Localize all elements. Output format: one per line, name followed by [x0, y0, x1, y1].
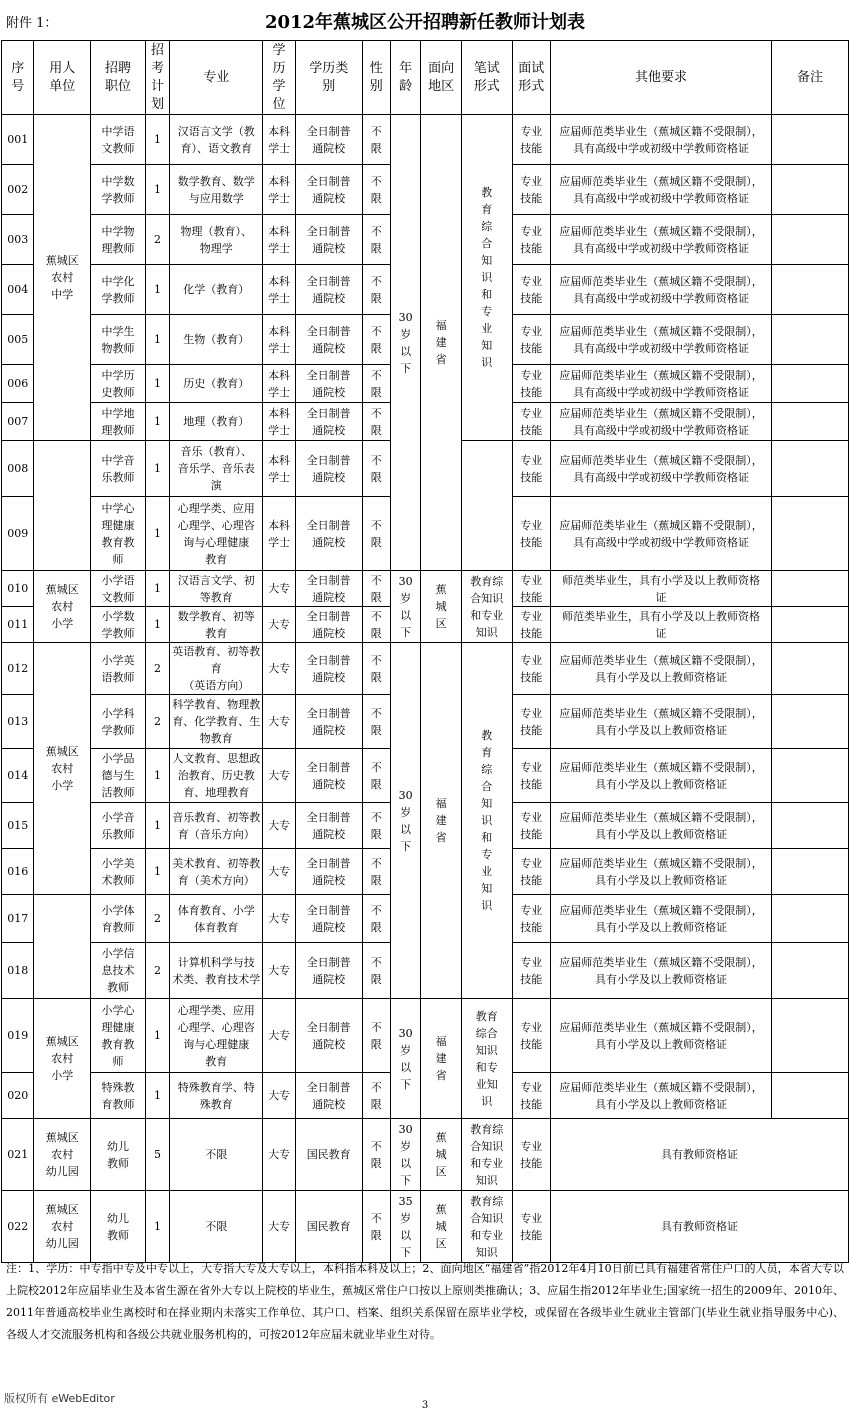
- education-type-cell: 全日制普 通院校: [295, 1073, 362, 1119]
- gender-cell: 不 限: [362, 497, 390, 571]
- gender-cell: 不 限: [362, 943, 390, 999]
- seq-cell: 011: [2, 607, 34, 643]
- major-cell: 汉语言文学、初 等教育: [170, 571, 263, 607]
- education-cell: 大专: [263, 895, 295, 943]
- interview-cell: 专业 技能: [512, 849, 551, 895]
- other-req-cell: 师范类毕业生，具有小学及以上教师资格 证: [551, 571, 772, 607]
- seq-cell: 002: [2, 165, 34, 215]
- major-cell: 心理学类、应用 心理学、心理咨 询与心理健康 教育: [170, 999, 263, 1073]
- unit-cell: 蕉城区 农村 幼儿园: [34, 1119, 91, 1191]
- major-cell: 地理（教育）: [170, 403, 263, 441]
- seq-cell: 019: [2, 999, 34, 1073]
- page-title: 2012年蕉城区公开招聘新任教师计划表: [264, 12, 586, 33]
- position-cell: 小学音 乐教师: [91, 803, 146, 849]
- other-req-cell: 应届师范类毕业生（蕉城区籍不受限制）， 具有小学及以上教师资格证: [551, 803, 772, 849]
- remark-cell: [771, 497, 848, 571]
- interview-cell: 专业 技能: [512, 215, 551, 265]
- interview-cell: 专业 技能: [512, 643, 551, 695]
- other-req-cell: 应届师范类毕业生（蕉城区籍不受限制）， 具有小学及以上教师资格证: [551, 999, 772, 1073]
- header-plan: 招 考 计 划: [145, 41, 169, 115]
- education-cell: 大专: [263, 943, 295, 999]
- interview-cell: 专业 技能: [512, 1073, 551, 1119]
- plan-cell: 1: [145, 1073, 169, 1119]
- education-type-cell: 全日制普 通院校: [295, 749, 362, 803]
- header-unit: 用人 单位: [34, 41, 91, 115]
- remark-cell: [771, 115, 848, 165]
- other-req-cell: 具有教师资格证: [551, 1191, 849, 1263]
- position-cell: 中学音 乐教师: [91, 441, 146, 497]
- unit-cell: 蕉城区 农村 中学: [34, 115, 91, 441]
- education-cell: 本科 学士: [263, 165, 295, 215]
- other-req-cell: 应届师范类毕业生（蕉城区籍不受限制）， 具有小学及以上教师资格证: [551, 849, 772, 895]
- plan-cell: 1: [145, 165, 169, 215]
- education-cell: 大专: [263, 1191, 295, 1263]
- education-cell: 本科 学士: [263, 265, 295, 315]
- plan-cell: 1: [145, 849, 169, 895]
- interview-cell: 专业 技能: [512, 999, 551, 1073]
- education-cell: 大专: [263, 643, 295, 695]
- gender-cell: 不 限: [362, 749, 390, 803]
- other-req-cell: 应届师范类毕业生（蕉城区籍不受限制）， 具有高级中学或初级中学教师资格证: [551, 315, 772, 365]
- education-type-cell: 全日制普 通院校: [295, 943, 362, 999]
- age-cell: 30 岁 以 下: [390, 571, 420, 643]
- position-cell: 小学品 德与生 活教师: [91, 749, 146, 803]
- plan-cell: 2: [145, 695, 169, 749]
- other-req-cell: 应届师范类毕业生（蕉城区籍不受限制）， 具有高级中学或初级中学教师资格证: [551, 165, 772, 215]
- education-type-cell: 全日制普 通院校: [295, 643, 362, 695]
- plan-cell: 1: [145, 365, 169, 403]
- position-cell: 小学美 术教师: [91, 849, 146, 895]
- gender-cell: 不 限: [362, 265, 390, 315]
- gender-cell: 不 限: [362, 643, 390, 695]
- position-cell: 小学体 育教师: [91, 895, 146, 943]
- plan-cell: 2: [145, 215, 169, 265]
- major-cell: 不限: [170, 1119, 263, 1191]
- other-req-cell: 师范类毕业生，具有小学及以上教师资格 证: [551, 607, 772, 643]
- education-type-cell: 全日制普 通院校: [295, 497, 362, 571]
- education-cell: 大专: [263, 803, 295, 849]
- plan-cell: 1: [145, 315, 169, 365]
- interview-cell: 专业 技能: [512, 749, 551, 803]
- gender-cell: 不 限: [362, 999, 390, 1073]
- remark-cell: [771, 849, 848, 895]
- interview-cell: 专业 技能: [512, 1119, 551, 1191]
- seq-cell: 020: [2, 1073, 34, 1119]
- education-type-cell: 全日制普 通院校: [295, 165, 362, 215]
- age-cell: 30 岁 以 下: [390, 999, 420, 1119]
- plan-cell: 1: [145, 1191, 169, 1263]
- education-cell: 大专: [263, 1073, 295, 1119]
- age-cell: 35 岁 以 下: [390, 1191, 420, 1263]
- remark-cell: [771, 265, 848, 315]
- remark-cell: [771, 571, 848, 607]
- interview-cell: 专业 技能: [512, 365, 551, 403]
- region-cell: 福 建 省: [421, 999, 462, 1119]
- unit-cell: 蕉城区 农村 小学: [34, 643, 91, 895]
- other-req-cell: 应届师范类毕业生（蕉城区籍不受限制）， 具有高级中学或初级中学教师资格证: [551, 365, 772, 403]
- region-cell: 福 建 省: [421, 643, 462, 999]
- interview-cell: 专业 技能: [512, 803, 551, 849]
- seq-cell: 018: [2, 943, 34, 999]
- seq-cell: 016: [2, 849, 34, 895]
- interview-cell: 专业 技能: [512, 695, 551, 749]
- education-type-cell: 全日制普 通院校: [295, 999, 362, 1073]
- other-req-cell: 应届师范类毕业生（蕉城区籍不受限制）， 具有小学及以上教师资格证: [551, 1073, 772, 1119]
- education-type-cell: 全日制普 通院校: [295, 695, 362, 749]
- other-req-cell: 应届师范类毕业生（蕉城区籍不受限制）， 具有小学及以上教师资格证: [551, 695, 772, 749]
- plan-cell: 1: [145, 115, 169, 165]
- interview-cell: 专业 技能: [512, 571, 551, 607]
- seq-cell: 017: [2, 895, 34, 943]
- seq-cell: 015: [2, 803, 34, 849]
- education-type-cell: 全日制普 通院校: [295, 315, 362, 365]
- major-cell: 人文教育、思想政 治教育、历史教 育、地理教育: [170, 749, 263, 803]
- gender-cell: 不 限: [362, 1073, 390, 1119]
- seq-cell: 006: [2, 365, 34, 403]
- education-type-cell: 全日制普 通院校: [295, 365, 362, 403]
- major-cell: 物理（教育）、 物理学: [170, 215, 263, 265]
- education-type-cell: 全日制普 通院校: [295, 571, 362, 607]
- major-cell: 心理学类、应用 心理学、心理咨 询与心理健康 教育: [170, 497, 263, 571]
- plan-cell: 2: [145, 943, 169, 999]
- interview-cell: 专业 技能: [512, 265, 551, 315]
- major-cell: 美术教育、初等教 育（美术方向）: [170, 849, 263, 895]
- major-cell: 生物（教育）: [170, 315, 263, 365]
- remark-cell: [771, 695, 848, 749]
- gender-cell: 不 限: [362, 115, 390, 165]
- header-other-requirements: 其他要求: [551, 41, 772, 115]
- other-req-cell: 具有教师资格证: [551, 1119, 849, 1191]
- education-type-cell: 全日制普 通院校: [295, 403, 362, 441]
- major-cell: 不限: [170, 1191, 263, 1263]
- unit-cell: [34, 895, 91, 999]
- other-req-cell: 应届师范类毕业生（蕉城区籍不受限制）， 具有高级中学或初级中学教师资格证: [551, 265, 772, 315]
- remark-cell: [771, 315, 848, 365]
- header-written-exam: 笔试 形式: [461, 41, 512, 115]
- interview-cell: 专业 技能: [512, 895, 551, 943]
- other-req-cell: 应届师范类毕业生（蕉城区籍不受限制）， 具有高级中学或初级中学教师资格证: [551, 115, 772, 165]
- gender-cell: 不 限: [362, 315, 390, 365]
- header-interview: 面试 形式: [512, 41, 551, 115]
- plan-cell: 1: [145, 607, 169, 643]
- interview-cell: 专业 技能: [512, 943, 551, 999]
- gender-cell: 不 限: [362, 695, 390, 749]
- seq-cell: 022: [2, 1191, 34, 1263]
- table-row: [2, 115, 849, 165]
- gender-cell: 不 限: [362, 607, 390, 643]
- gender-cell: 不 限: [362, 165, 390, 215]
- major-cell: 数学教育、数学 与应用数学: [170, 165, 263, 215]
- education-cell: 大专: [263, 749, 295, 803]
- education-type-cell: 全日制普 通院校: [295, 265, 362, 315]
- other-req-cell: 应届师范类毕业生（蕉城区籍不受限制）， 具有小学及以上教师资格证: [551, 643, 772, 695]
- education-cell: 本科 学士: [263, 365, 295, 403]
- gender-cell: 不 限: [362, 849, 390, 895]
- remark-cell: [771, 215, 848, 265]
- position-cell: 小学数 学教师: [91, 607, 146, 643]
- education-type-cell: 全日制普 通院校: [295, 607, 362, 643]
- interview-cell: 专业 技能: [512, 441, 551, 497]
- position-cell: 小学科 学教师: [91, 695, 146, 749]
- region-cell: 蕉 城 区: [421, 1119, 462, 1191]
- age-cell: 30 岁 以 下: [390, 1119, 420, 1191]
- education-type-cell: 全日制普 通院校: [295, 215, 362, 265]
- table-header-row: [2, 41, 849, 115]
- position-cell: 中学物 理教师: [91, 215, 146, 265]
- header-seq: 序 号: [2, 41, 34, 115]
- page-number: 3: [421, 1400, 429, 1411]
- written-exam-cell: 教 育 综 合 知 识 和 专 业 知 识: [461, 115, 512, 441]
- position-cell: 小学英 语教师: [91, 643, 146, 695]
- seq-cell: 001: [2, 115, 34, 165]
- remark-cell: [771, 749, 848, 803]
- header-education: 学 历 学 位: [263, 41, 295, 115]
- position-cell: 中学地 理教师: [91, 403, 146, 441]
- interview-cell: 专业 技能: [512, 403, 551, 441]
- interview-cell: 专业 技能: [512, 165, 551, 215]
- remark-cell: [771, 803, 848, 849]
- recruitment-plan-table: [1, 40, 849, 1263]
- seq-cell: 005: [2, 315, 34, 365]
- unit-cell: 蕉城区 农村 幼儿园: [34, 1191, 91, 1263]
- other-req-cell: 应届师范类毕业生（蕉城区籍不受限制）， 具有高级中学或初级中学教师资格证: [551, 441, 772, 497]
- plan-cell: 1: [145, 571, 169, 607]
- education-cell: 本科 学士: [263, 403, 295, 441]
- interview-cell: 专业 技能: [512, 115, 551, 165]
- position-cell: 特殊教 育教师: [91, 1073, 146, 1119]
- other-req-cell: 应届师范类毕业生（蕉城区籍不受限制）， 具有小学及以上教师资格证: [551, 749, 772, 803]
- seq-cell: 008: [2, 441, 34, 497]
- major-cell: 计算机科学与技 术类、教育技术学: [170, 943, 263, 999]
- major-cell: 体育教育、小学 体育教育: [170, 895, 263, 943]
- seq-cell: 009: [2, 497, 34, 571]
- other-req-cell: 应届师范类毕业生（蕉城区籍不受限制）， 具有高级中学或初级中学教师资格证: [551, 215, 772, 265]
- position-cell: 幼儿 教师: [91, 1191, 146, 1263]
- major-cell: 汉语言文学（教 育）、语文教育: [170, 115, 263, 165]
- position-cell: 幼儿 教师: [91, 1119, 146, 1191]
- major-cell: 化学（教育）: [170, 265, 263, 315]
- age-cell: 30 岁 以 下: [390, 643, 420, 999]
- remark-cell: [771, 1073, 848, 1119]
- gender-cell: 不 限: [362, 1119, 390, 1191]
- major-cell: 音乐（教育）、 音乐学、音乐表 演: [170, 441, 263, 497]
- plan-cell: 1: [145, 803, 169, 849]
- header-education-type: 学历类 别: [295, 41, 362, 115]
- seq-cell: 004: [2, 265, 34, 315]
- remark-cell: [771, 895, 848, 943]
- gender-cell: 不 限: [362, 895, 390, 943]
- plan-cell: 1: [145, 403, 169, 441]
- gender-cell: 不 限: [362, 215, 390, 265]
- education-type-cell: 国民教育: [295, 1191, 362, 1263]
- education-type-cell: 全日制普 通院校: [295, 895, 362, 943]
- major-cell: 音乐教育、初等教 育（音乐方向）: [170, 803, 263, 849]
- written-exam-cell: [461, 441, 512, 571]
- header-age: 年 龄: [390, 41, 420, 115]
- unit-cell: [34, 441, 91, 571]
- remark-cell: [771, 403, 848, 441]
- major-cell: 数学教育、初等 教育: [170, 607, 263, 643]
- header-position: 招聘 职位: [91, 41, 146, 115]
- plan-cell: 2: [145, 895, 169, 943]
- age-cell: 30 岁 以 下: [390, 115, 420, 571]
- position-cell: 中学语 文教师: [91, 115, 146, 165]
- education-cell: 本科 学士: [263, 215, 295, 265]
- education-type-cell: 全日制普 通院校: [295, 115, 362, 165]
- gender-cell: 不 限: [362, 803, 390, 849]
- gender-cell: 不 限: [362, 1191, 390, 1263]
- seq-cell: 021: [2, 1119, 34, 1191]
- written-exam-cell: 教育综 合知识 和专业 知识: [461, 571, 512, 643]
- plan-cell: 1: [145, 999, 169, 1073]
- seq-cell: 003: [2, 215, 34, 265]
- table-row: [2, 1191, 849, 1263]
- position-cell: 中学生 物教师: [91, 315, 146, 365]
- position-cell: 中学历 史教师: [91, 365, 146, 403]
- plan-cell: 2: [145, 643, 169, 695]
- seq-cell: 013: [2, 695, 34, 749]
- position-cell: 小学信 息技术 教师: [91, 943, 146, 999]
- education-cell: 本科 学士: [263, 497, 295, 571]
- position-cell: 小学语 文教师: [91, 571, 146, 607]
- table-footnote: 注：1、学历：中专指中专及中专以上，大专指大专及大专以上，本科指本科及以上；2、面向地区“福建省”指2012年4月10日前已具有福建省常住户口的人员，本省大专以上院校2012年应届毕业生及本省生源在省外大专以上院校的毕业生，蕉城区常住户口按以上原则类推确认；3、应届生指2012年毕业生;国家统一招生的2009年、2010年、2011年普通高校毕业生离校时和在择业期内未落实工作单位、其户口、档案、组织关系保留在原毕业学校，或保留在各级毕业生就业主管部门(毕业生就业指导服务中心)、各级人才交流服务机构和各级公共就业服务机构的，可按2012年应届未就业毕业生对待。: [6, 1262, 844, 1341]
- other-req-cell: 应届师范类毕业生（蕉城区籍不受限制）， 具有高级中学或初级中学教师资格证: [551, 403, 772, 441]
- unit-cell: 蕉城区 农村 小学: [34, 999, 91, 1119]
- interview-cell: 专业 技能: [512, 497, 551, 571]
- gender-cell: 不 限: [362, 365, 390, 403]
- other-req-cell: 应届师范类毕业生（蕉城区籍不受限制）， 具有高级中学或初级中学教师资格证: [551, 497, 772, 571]
- major-cell: 科学教育、物理教 育、化学教育、生 物教育: [170, 695, 263, 749]
- region-cell: 蕉 城 区: [421, 571, 462, 643]
- unit-cell: 蕉城区 农村 小学: [34, 571, 91, 643]
- major-cell: 特殊教育学、特 殊教育: [170, 1073, 263, 1119]
- position-cell: 中学心 理健康 教育教 师: [91, 497, 146, 571]
- written-exam-cell: 教育 综合 知识 和专 业知 识: [461, 999, 512, 1119]
- table-row: [2, 999, 849, 1073]
- gender-cell: 不 限: [362, 571, 390, 607]
- position-cell: 中学数 学教师: [91, 165, 146, 215]
- education-cell: 大专: [263, 607, 295, 643]
- attachment-label: 附件 1：: [6, 16, 58, 31]
- seq-cell: 010: [2, 571, 34, 607]
- education-cell: 大专: [263, 571, 295, 607]
- remark-cell: [771, 441, 848, 497]
- seq-cell: 012: [2, 643, 34, 695]
- other-req-cell: 应届师范类毕业生（蕉城区籍不受限制）， 具有小学及以上教师资格证: [551, 895, 772, 943]
- major-cell: 历史（教育）: [170, 365, 263, 403]
- education-cell: 大专: [263, 1119, 295, 1191]
- position-cell: 中学化 学教师: [91, 265, 146, 315]
- remark-cell: [771, 607, 848, 643]
- plan-cell: 5: [145, 1119, 169, 1191]
- remark-cell: [771, 999, 848, 1073]
- other-req-cell: 应届师范类毕业生（蕉城区籍不受限制）， 具有小学及以上教师资格证: [551, 943, 772, 999]
- table-row: [2, 1119, 849, 1191]
- education-cell: 大专: [263, 999, 295, 1073]
- header-gender: 性 别: [362, 41, 390, 115]
- plan-cell: 1: [145, 265, 169, 315]
- education-type-cell: 国民教育: [295, 1119, 362, 1191]
- education-cell: 本科 学士: [263, 315, 295, 365]
- seq-cell: 014: [2, 749, 34, 803]
- written-exam-cell: 教育综 合知识 和专业 知识: [461, 1119, 512, 1191]
- region-cell: 蕉 城 区: [421, 1191, 462, 1263]
- plan-cell: 1: [145, 497, 169, 571]
- gender-cell: 不 限: [362, 441, 390, 497]
- written-exam-cell: 教育综 合知识 和专业 知识: [461, 1191, 512, 1263]
- major-cell: 英语教育、初等教育 （英语方向）: [170, 643, 263, 695]
- interview-cell: 专业 技能: [512, 607, 551, 643]
- remark-cell: [771, 165, 848, 215]
- interview-cell: 专业 技能: [512, 1191, 551, 1263]
- education-type-cell: 全日制普 通院校: [295, 849, 362, 895]
- seq-cell: 007: [2, 403, 34, 441]
- interview-cell: 专业 技能: [512, 315, 551, 365]
- header-remark: 备注: [771, 41, 848, 115]
- gender-cell: 不 限: [362, 403, 390, 441]
- plan-cell: 1: [145, 441, 169, 497]
- region-cell: 福 建 省: [421, 115, 462, 571]
- remark-cell: [771, 365, 848, 403]
- position-cell: 小学心 理健康 教育教 师: [91, 999, 146, 1073]
- education-cell: 大专: [263, 695, 295, 749]
- education-cell: 本科 学士: [263, 441, 295, 497]
- header-major: 专业: [170, 41, 263, 115]
- education-type-cell: 全日制普 通院校: [295, 441, 362, 497]
- written-exam-cell: 教 育 综 合 知 识 和 专 业 知 识: [461, 643, 512, 999]
- header-region: 面向 地区: [421, 41, 462, 115]
- education-cell: 本科 学士: [263, 115, 295, 165]
- education-type-cell: 全日制普 通院校: [295, 803, 362, 849]
- table-row: [2, 571, 849, 607]
- plan-cell: 1: [145, 749, 169, 803]
- copyright-footer: 版权所有 eWebEditor: [4, 1392, 115, 1405]
- remark-cell: [771, 643, 848, 695]
- table-row: [2, 643, 849, 695]
- education-cell: 大专: [263, 849, 295, 895]
- remark-cell: [771, 943, 848, 999]
